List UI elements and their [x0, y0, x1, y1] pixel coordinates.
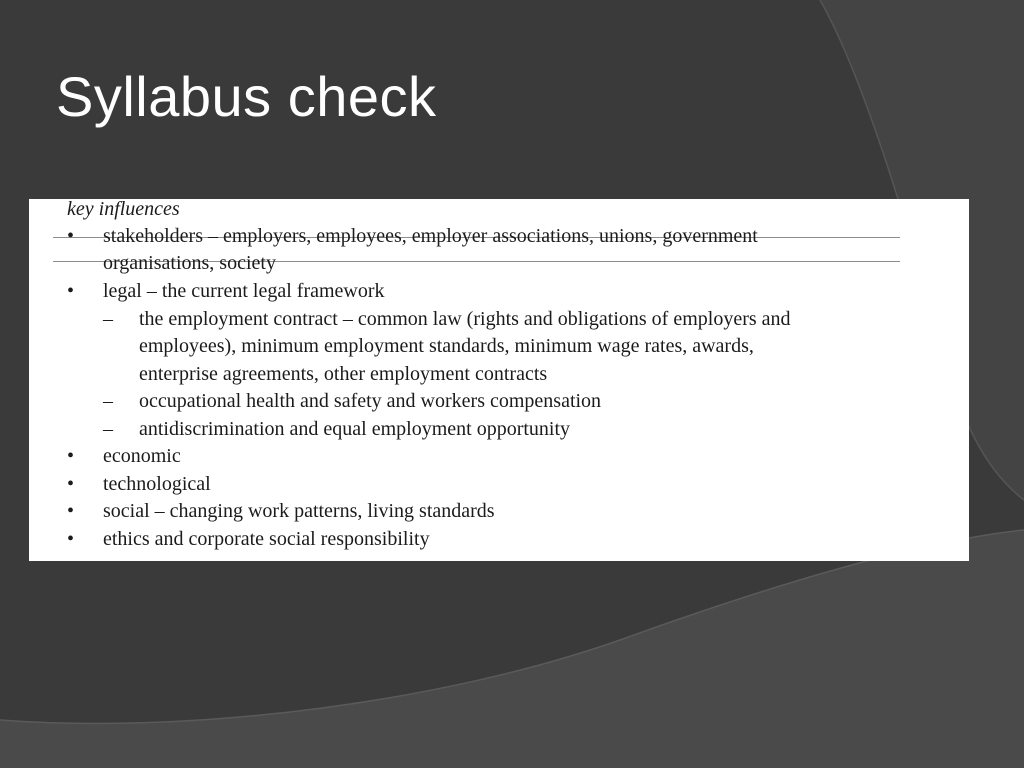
list-item-social: social – changing work patterns, living standards — [103, 500, 495, 522]
bullet-marker: • — [67, 528, 75, 550]
sub-item-employment-contract: the employment contract – common law (rights and obligations of employers and — [139, 308, 791, 330]
excerpt-heading: key influences — [67, 199, 180, 220]
sub-item-antidiscrimination: antidiscrimination and equal employment opportunity — [139, 418, 571, 440]
sub-item-employment-contract-cont2: enterprise agreements, other employment contracts — [139, 363, 548, 385]
bullet-marker: • — [67, 225, 75, 247]
list-item-economic: economic — [103, 445, 181, 467]
list-item-ethics: ethics and corporate social responsibility — [103, 528, 430, 550]
sub-item-ohs: occupational health and safety and workers compensation — [139, 390, 602, 412]
syllabus-excerpt — [29, 199, 969, 561]
dash-marker: – — [103, 390, 113, 412]
list-item-stakeholders: stakeholders – employers, employees, employer associations, unions, government — [103, 225, 758, 247]
list-item-technological: technological — [103, 473, 211, 495]
dash-marker: – — [103, 308, 113, 330]
slide-title: Syllabus check — [56, 65, 437, 128]
list-item-legal: legal – the current legal framework — [103, 280, 385, 302]
bullet-marker: • — [67, 280, 75, 302]
list-item-stakeholders-cont: organisations, society — [103, 252, 276, 274]
bullet-marker: • — [67, 473, 75, 495]
dash-marker: – — [103, 418, 113, 440]
sub-item-employment-contract-cont: employees), minimum employment standards, minimum wage rates, awards, — [139, 335, 754, 357]
bullet-marker: • — [67, 500, 75, 522]
bullet-marker: • — [67, 445, 75, 467]
